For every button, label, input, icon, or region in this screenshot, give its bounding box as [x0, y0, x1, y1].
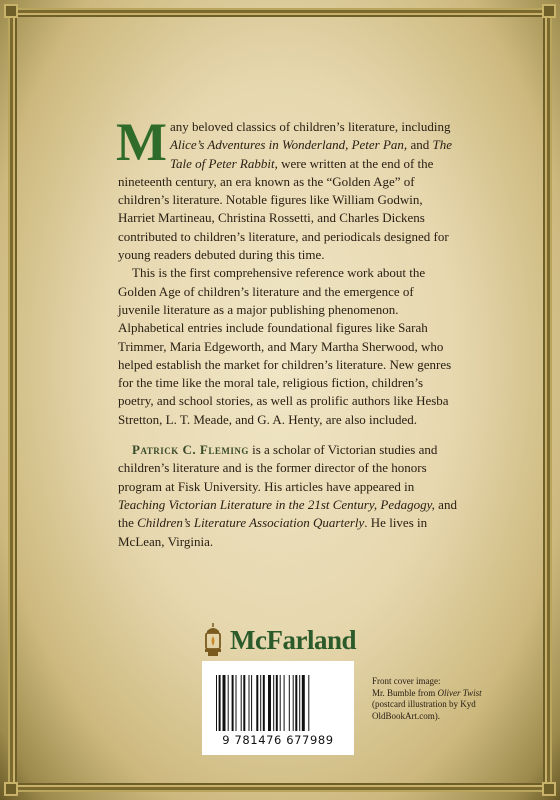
- blurb-text: [116, 112, 458, 551]
- frame-corner-bottom-left: [4, 782, 18, 796]
- barcode-label: [202, 661, 354, 755]
- lantern-icon: [202, 622, 224, 658]
- drop-cap: M: [116, 112, 167, 172]
- intro-paragraph: Many beloved classics of children’s literature, including Alice’s Adventures in Wonderland, Peter Pan, and The Tale of Peter Rabbit, were written at the end of the nineteenth century, an era known as the “Golden Age” of children’s literature. Notable figures like William Godwin, Harriet Martineau, Christina Rossetti, and Charles Dickens contributed to children’s literature, and periodicals designed for young readers debuted during this time.: [116, 112, 452, 263]
- isbn-digits: 9 781476 677989: [222, 733, 334, 747]
- publisher-logo: [202, 622, 356, 658]
- frame-corner-top-right: [542, 4, 556, 18]
- cover-image-credit: Front cover image: Mr. Bumble from Oliver Twist (postcard illustration by Kyd OldBookArt.com).: [372, 676, 482, 721]
- description-paragraph: This is the first comprehensive reference work about the Golden Age of children’s literature and the emergence of juvenile literature as a major publishing phenomenon. Alphabetical entries include foundational figures like Sarah Trimmer, Maria Edgeworth, and Mary Martha Sherwood, who helped establish the market for children’s literature. New genres for the time like the moral tale, religious fiction, children’s poetry, and school stories, as well as prolific authors like Hesba Stretton, L. T. Meade, and G. A. Henty, are also included.: [118, 265, 452, 427]
- frame-corner-top-left: [4, 4, 18, 18]
- author-name: Patrick C. Fleming: [132, 442, 249, 458]
- publisher-name: McFarland: [230, 624, 356, 655]
- frame-corner-bottom-right: [542, 782, 556, 796]
- author-bio: Patrick C. Fleming is a scholar of Victorian studies and children’s literature and is the former director of the honors program at Fisk University. His articles have appeared in Teaching Victorian Literature in the 21st Century, Pedagogy, and the Children’s Literature Association Quarterly. He lives in McLean, Virginia.: [118, 442, 457, 549]
- isbn-barcode: [216, 675, 342, 731]
